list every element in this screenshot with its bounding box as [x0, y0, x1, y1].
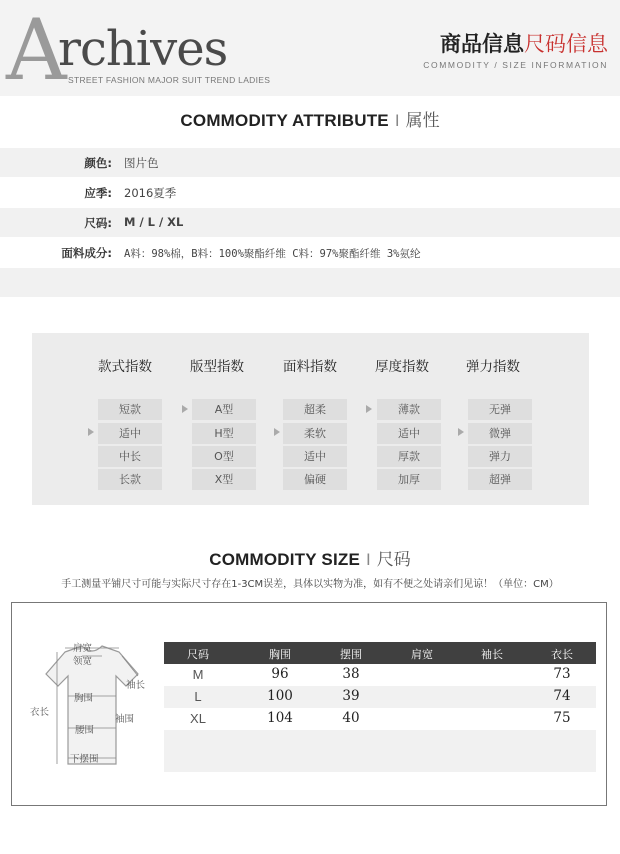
table-cell: 100	[267, 688, 293, 704]
table-row	[164, 686, 596, 708]
attribute-title-cn: 属性	[405, 111, 440, 131]
index-option: A型	[192, 399, 256, 420]
attribute-value: A料：98%棉，B料：100%聚酯纤维 C料：97%聚酯纤维 3%氨纶	[124, 248, 421, 260]
index-option: H型	[192, 423, 256, 444]
index-option: 适中	[377, 423, 441, 444]
diagram-label-shoulder: 肩宽	[73, 643, 93, 654]
index-title: 弹力指数	[466, 359, 520, 375]
table-row-empty	[164, 752, 596, 772]
table-cell: L	[194, 689, 202, 704]
table-header-cell: 肩宽	[411, 648, 433, 661]
diagram-label-collar: 领宽	[73, 656, 93, 667]
table-cell: 104	[267, 710, 293, 726]
logo-tagline: STREET FASHION MAJOR SUIT TREND LADIES	[68, 75, 271, 85]
header-title-secondary: 尺码信息	[524, 32, 608, 56]
index-option: 无弹	[468, 399, 532, 420]
index-option: 薄款	[377, 399, 441, 420]
index-option: 长款	[98, 469, 162, 490]
table-cell: 39	[342, 688, 360, 704]
table-cell: 74	[553, 688, 571, 704]
table-header-cell: 袖长	[481, 648, 503, 661]
table-cell: XL	[190, 711, 206, 726]
selected-arrow-icon	[182, 405, 188, 413]
measurement-note: 手工测量平铺尺寸可能与实际尺寸存在1-3CM误差，具体以实物为准，如有不便之处请亲们见谅！（单位：CM）	[61, 579, 559, 590]
table-row	[164, 708, 596, 730]
index-title: 款式指数	[98, 359, 152, 375]
attribute-value: 2016夏季	[124, 186, 177, 200]
attribute-row-fabric	[0, 238, 620, 267]
table-header-cell: 衣长	[551, 648, 573, 661]
index-panel	[32, 333, 589, 505]
attribute-label: 应季:	[84, 186, 112, 200]
table-cell: 40	[342, 710, 360, 726]
index-title: 面料指数	[283, 359, 337, 375]
size-title-cn: 尺码	[376, 550, 411, 570]
index-option: 短款	[98, 399, 162, 420]
logo-wordmark: rchives	[58, 21, 228, 77]
index-option: 柔软	[283, 423, 347, 444]
index-option: 超弹	[468, 469, 532, 490]
attribute-row-season	[0, 178, 620, 207]
header-title	[440, 28, 608, 58]
table-cell: 96	[271, 666, 289, 682]
attribute-row-blank	[0, 268, 620, 297]
table-header-cell: 胸围	[269, 648, 291, 661]
index-option: 适中	[98, 423, 162, 444]
title-separator: I	[366, 550, 371, 569]
size-table-header	[164, 642, 596, 664]
attribute-label: 面料成分:	[61, 246, 112, 260]
header-subtitle: COMMODITY / SIZE INFORMATION	[423, 60, 608, 70]
index-title: 厚度指数	[375, 359, 429, 375]
diagram-label-sleeve-length: 袖长	[126, 680, 146, 691]
attribute-row-color	[0, 148, 620, 177]
index-option: O型	[192, 446, 256, 467]
attribute-value: M / L / XL	[124, 215, 184, 229]
size-title-en: COMMODITY SIZE	[209, 550, 361, 569]
attribute-row-size	[0, 208, 620, 237]
attribute-value: 图片色	[124, 156, 159, 170]
header-title-primary: 商品信息	[440, 32, 524, 56]
table-cell: 73	[553, 666, 571, 682]
diagram-label-cuff: 袖围	[115, 714, 135, 725]
diagram-label-waist: 腰围	[75, 725, 95, 736]
title-separator: I	[394, 111, 400, 130]
selected-arrow-icon	[88, 428, 94, 436]
selected-arrow-icon	[366, 405, 372, 413]
index-option: 适中	[283, 446, 347, 467]
attribute-title-en: COMMODITY ATTRIBUTE	[180, 111, 389, 130]
table-header-cell: 摆围	[340, 648, 362, 661]
index-option: 偏硬	[283, 469, 347, 490]
index-option: X型	[192, 469, 256, 490]
table-cell: 38	[342, 666, 360, 682]
index-option: 弹力	[468, 446, 532, 467]
table-row-empty	[164, 730, 596, 752]
logo-initial: A	[6, 1, 65, 99]
index-option: 加厚	[377, 469, 441, 490]
attribute-label: 尺码:	[84, 216, 112, 230]
size-section-title	[0, 545, 620, 570]
table-row	[164, 664, 596, 686]
attribute-label: 颜色:	[84, 156, 112, 170]
attribute-section-title	[0, 106, 620, 131]
table-header-cell: 尺码	[187, 648, 209, 661]
index-option: 厚款	[377, 446, 441, 467]
index-option: 超柔	[283, 399, 347, 420]
selected-arrow-icon	[458, 428, 464, 436]
table-cell: M	[192, 667, 204, 682]
selected-arrow-icon	[274, 428, 280, 436]
table-cell: 75	[553, 710, 571, 726]
diagram-label-hem: 下摆围	[70, 754, 99, 765]
diagram-label-length: 衣长	[30, 707, 50, 718]
diagram-label-chest: 胸围	[74, 693, 94, 704]
index-title: 版型指数	[190, 359, 244, 375]
index-option: 中长	[98, 446, 162, 467]
index-option: 微弹	[468, 423, 532, 444]
